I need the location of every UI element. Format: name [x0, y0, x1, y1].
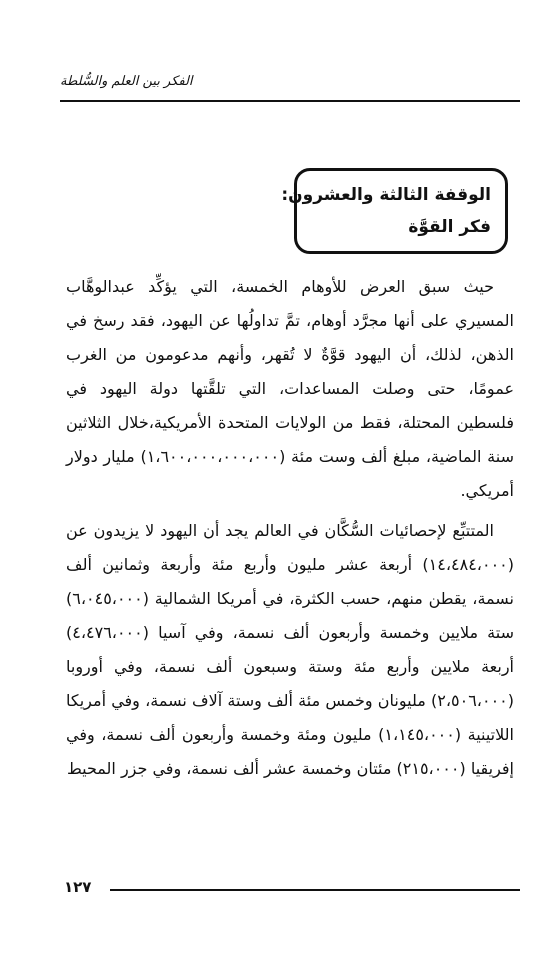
- page-number: ١٢٧: [64, 878, 92, 896]
- paragraph-2: المتتبِّع لإحصائيات السُّكَّان في العالم يجد أن اليهود لا يزيدون عن (١٤،٤٨٤،٠٠٠) أربعة عشر مليون وأربع مئة وأربعة وثمانين ألف نسمة، يقطن منهم، حسب الكثرة، في أمريكا الشمالية (٦،٠٤٥،٠٠٠) ستة ملايين وخمسة وأربعون ألف نسمة، وفي آسيا (٤،٤٧٦،٠٠٠) أربعة ملايين وأربع مئة وستة وسبعون ألف نسمة، وفي أوروبا (٢،٥٠٦،٠٠٠) مليونان وخمس مئة ألف وستة آلاف نسمة، وفي أمريكا اللاتينية (١،١٤٥،٠٠٠) مليون ومئة وخمسة وأربعون ألف نسمة، وفي إفريقيا (٢١٥،٠٠٠) مئتان وخمسة عشر ألف نسمة، وفي جزر المحيط: [66, 521, 514, 778]
- header-divider: [60, 100, 520, 102]
- paragraph-1: حيث سبق العرض للأوهام الخمسة، التي يؤكِّد عبدالوهَّاب المسيري على أنها مجرَّد أوهام، تمَّ تداولُها عن اليهود، فقد رسخ في الذهن، لذلك، أن اليهود قوَّةٌ لا تُقهر، وأنهم مدعومون من الغرب عمومًا، حتى وصلت المساعدات، التي تلقَّتها دولة اليهود في فلسطين المحتلة، فقط من الولايات المتحدة الأمريكية،خلال الثلاثين سنة الماضية، مبلغ ألف وست مئة (١،٦٠٠،٠٠٠،٠٠٠،٠٠٠) مليار دولار أمريكي.: [66, 277, 514, 500]
- section-title-box: [281, 168, 508, 254]
- body-text: [66, 270, 514, 786]
- section-title: الوقفة الثالثة والعشرون:: [281, 185, 491, 205]
- section-subtitle: فكر القوَّة: [408, 217, 491, 237]
- footer-divider: [110, 889, 520, 891]
- running-header-title: الفكر بين العلم والسُّلطة: [60, 74, 193, 89]
